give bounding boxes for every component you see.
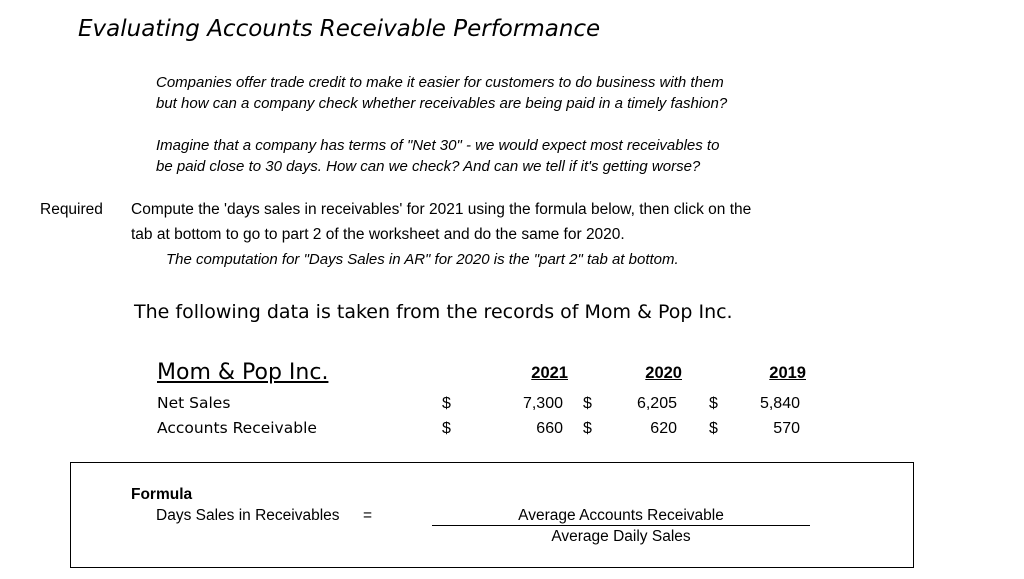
intro-line-2: but how can a company check whether receivables are being paid in a timely fashion? <box>156 95 728 112</box>
year-header-2019: 2019 <box>769 364 806 382</box>
required-note: The computation for "Days Sales in AR" for 2020 is the "part 2" tab at bottom. <box>166 251 679 268</box>
net-sales-2020: 6,205 <box>636 395 677 412</box>
currency-symbol: $ <box>709 420 718 437</box>
required-label: Required <box>40 201 103 218</box>
year-header-2021: 2021 <box>531 364 568 382</box>
net-sales-2021: 7,300 <box>522 395 563 412</box>
currency-symbol: $ <box>442 395 451 412</box>
required-line-1: Compute the 'days sales in receivables' for 2021 using the formula below, then click on the <box>131 201 752 218</box>
net-sales-2019: 5,840 <box>759 395 800 412</box>
intro-line-3: Imagine that a company has terms of "Net 30" - we would expect most receivables to <box>156 137 720 154</box>
fraction-line <box>432 525 810 526</box>
formula-numerator: Average Accounts Receivable <box>518 507 724 524</box>
year-header-2020: 2020 <box>645 364 682 382</box>
accounts-receivable-2019: 570 <box>773 420 800 437</box>
formula-equals: = <box>363 507 373 524</box>
row-label-accounts-receivable: Accounts Receivable <box>157 419 317 437</box>
company-name: Mom & Pop Inc. <box>157 360 329 385</box>
formula-denominator: Average Daily Sales <box>551 528 691 545</box>
data-source-text: The following data is taken from the records of Mom & Pop Inc. <box>134 301 733 323</box>
required-line-2: tab at bottom to go to part 2 of the worksheet and do the same for 2020. <box>131 226 625 243</box>
currency-symbol: $ <box>583 420 592 437</box>
currency-symbol: $ <box>583 395 592 412</box>
row-label-net-sales: Net Sales <box>157 394 231 412</box>
currency-symbol: $ <box>709 395 718 412</box>
accounts-receivable-2021: 660 <box>536 420 563 437</box>
page-title: Evaluating Accounts Receivable Performance <box>78 16 601 42</box>
currency-symbol: $ <box>442 420 451 437</box>
formula-label: Formula <box>131 486 193 503</box>
formula-name: Days Sales in Receivables <box>156 507 340 524</box>
intro-line-1: Companies offer trade credit to make it easier for customers to do business with them <box>156 74 724 91</box>
intro-line-4: be paid close to 30 days. How can we check? And can we tell if it's getting worse? <box>156 158 701 175</box>
accounts-receivable-2020: 620 <box>650 420 677 437</box>
